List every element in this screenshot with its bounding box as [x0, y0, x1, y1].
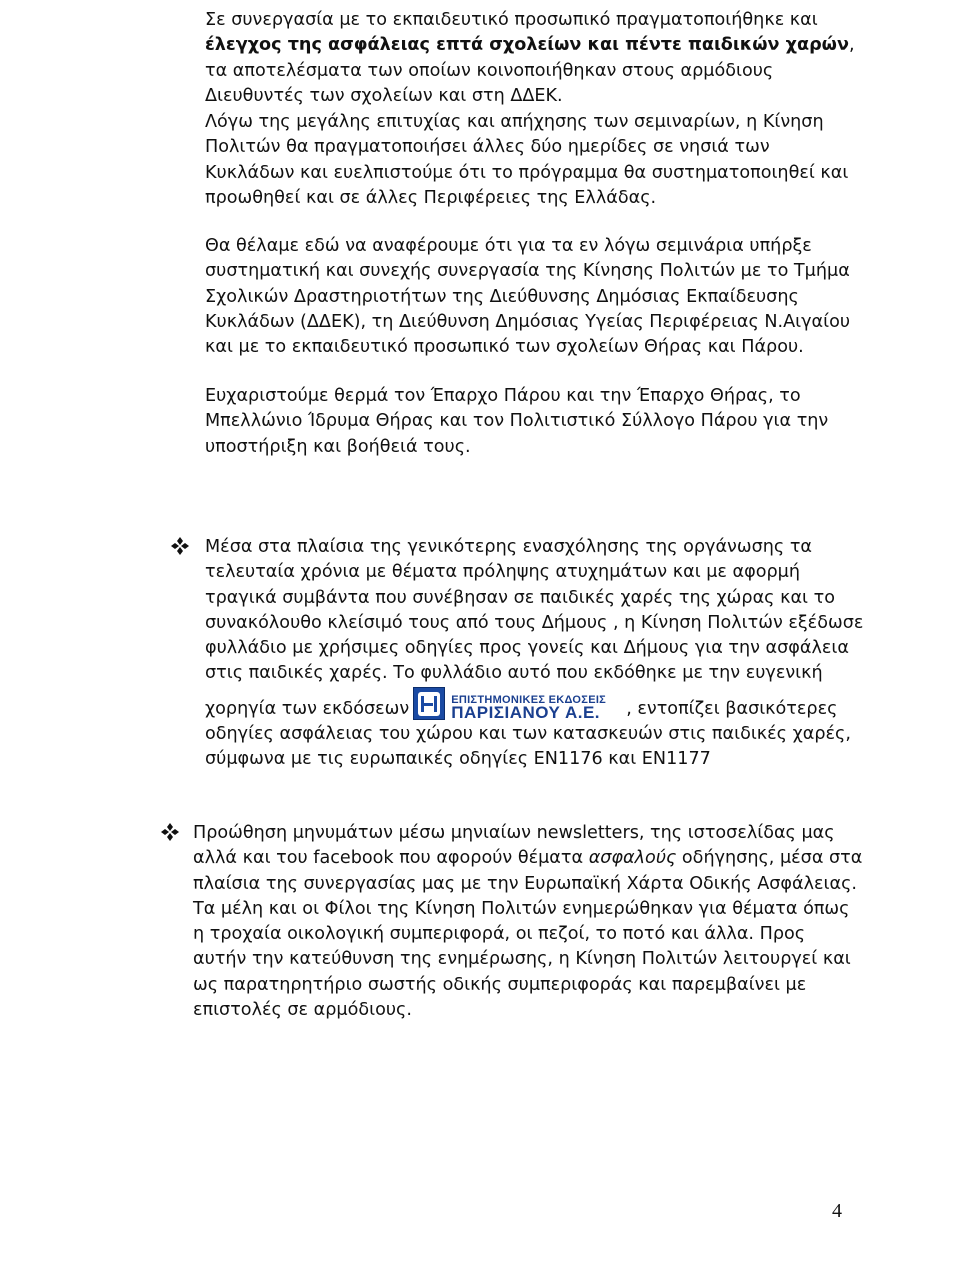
paragraph-cooperation [205, 234, 855, 360]
paragraph-text: Ευχαριστούμε θερμά τον Έπαρχο Πάρου και την Έπαρχο Θήρας, το Μπελλώνιο Ίδρυμα Θήρας και τον Πολιτιστικό Σύλλογο Πάρου για την υποστήριξη και βοήθειά τους. [205, 386, 829, 457]
paragraph-text: Θα θέλαμε εδώ να αναφέρουμε ότι για τα εν λόγω σεμινάρια υπήρξε συστηματική και συνεχής συνεργασία της Κίνησης Πολιτών με το Τμήμα Σχολικών Δραστηριοτήτων της Διεύθυνσης Δημόσιας Εκπαίδευσης Κυκλάδων (ΔΔΕΚ), τη Διεύθυνση Δημόσιας Υγείας Περιφέρειας Ν.Αιγαίου και με το εκπαιδευτικό προσωπικό των σχολείων Θήρας και Πάρου. [205, 236, 851, 358]
bullet-text: Μέσα στα πλαίσια της γενικότερης ενασχόλησης της οργάνωσης τα τελευταία χρόνια με θέματα πρόληψης ατυχημάτων και με αφορμή τραγικά συμβάντα που συνέβησαν σε παιδικές χαρές της χώρας και το συνακόλουθο κλείσιμό τους από τους Δήμους , η Κίνηση Πολιτών εξέδωσε φυλλάδιο με χρήσιμες οδηγίες προς γονείς και Δήμους για την ασφάλεια στις παιδικές χαρές. Το φυλλάδιο αυτό που εκδόθηκε με την ευγενική χορηγία των εκδόσεων [205, 537, 864, 719]
paragraph-school-checks [205, 8, 855, 109]
paragraph-text: Σε συνεργασία με το εκπαιδευτικό προσωπικό πραγματοποιήθηκε και [205, 10, 818, 30]
page-number: 4 [832, 1200, 842, 1222]
publisher-logo-mark-icon [413, 687, 445, 720]
publisher-logo [413, 687, 623, 720]
bold-phrase: έλεγχος της ασφάλειας επτά σχολείων και πέντε παιδικών χαρών [205, 35, 849, 56]
bullet-playground-leaflet [205, 535, 865, 773]
logo-line1: ΕΠΙΣΤΗΜΟΝΙΚΕΣ ΕΚΔΟΣΕΙΣ [451, 693, 607, 706]
logo-line2: ΠΑΡΙΣΙΑΝΟΥ Α.Ε. [451, 702, 601, 722]
diamond-bullet-icon [160, 822, 180, 842]
bullet-text: οδήγησης, μέσα στα πλαίσια της συνεργασίας μας με την Ευρωπαϊκή Χάρτα Οδικής Ασφάλειας. Τα μέλη και οι Φίλοι της Κίνηση Πολιτών ενημερώθηκαν για θέματα όπως η τροχαία οικολογική συμπεριφορά, οι πεζοί, το ποτό και άλλα. Προς αυτήν την κατεύθυνση της ενημέρωσης, η Κίνηση Πολιτών λειτουργεί και ως παρατηρητήριο σωστής οδικής συμπεριφοράς και παρεμβαίνει με επιστολές σε αρμόδιους. [193, 848, 863, 1021]
bullet-text: , εντοπίζει βασικότερες οδηγίες ασφάλειας του χώρου και των κατασκευών στις παιδικές χαρές, σύμφωνα με τις ευρωπαικές οδηγίες ΕΝ1176 και ΕΝ1177 [205, 698, 851, 770]
bullet-text: Προώθηση μηνυμάτων μέσω μηνιαίων newsletters, της ιστοσελίδας μας αλλά και του facebook που αφορούν θέματα [193, 823, 835, 869]
paragraph-text: , τα αποτελέσματα των οποίων κοινοποιήθηκαν στους αρμόδιους Διευθυντές των σχολείων και στη ΔΔΕΚ. [205, 35, 855, 106]
bullet-newsletters [193, 821, 863, 1023]
paragraph-thanks [205, 384, 855, 460]
paragraph-text: Λόγω της μεγάλης επιτυχίας και απήχησης των σεμιναρίων, η Κίνηση Πολιτών θα πραγματοποιήσει άλλες δύο ημερίδες σε νησιά των Κυκλάδων και ευελπιστούμε ότι το πρόγραμμα θα συστηματοποιηθεί και προωθηθεί και σε άλλες Περιφέρειες της Ελλάδας. [205, 112, 849, 208]
paragraph-seminars [205, 110, 855, 211]
italic-word: ασφαλούς [588, 848, 677, 869]
diamond-bullet-icon [170, 536, 190, 556]
